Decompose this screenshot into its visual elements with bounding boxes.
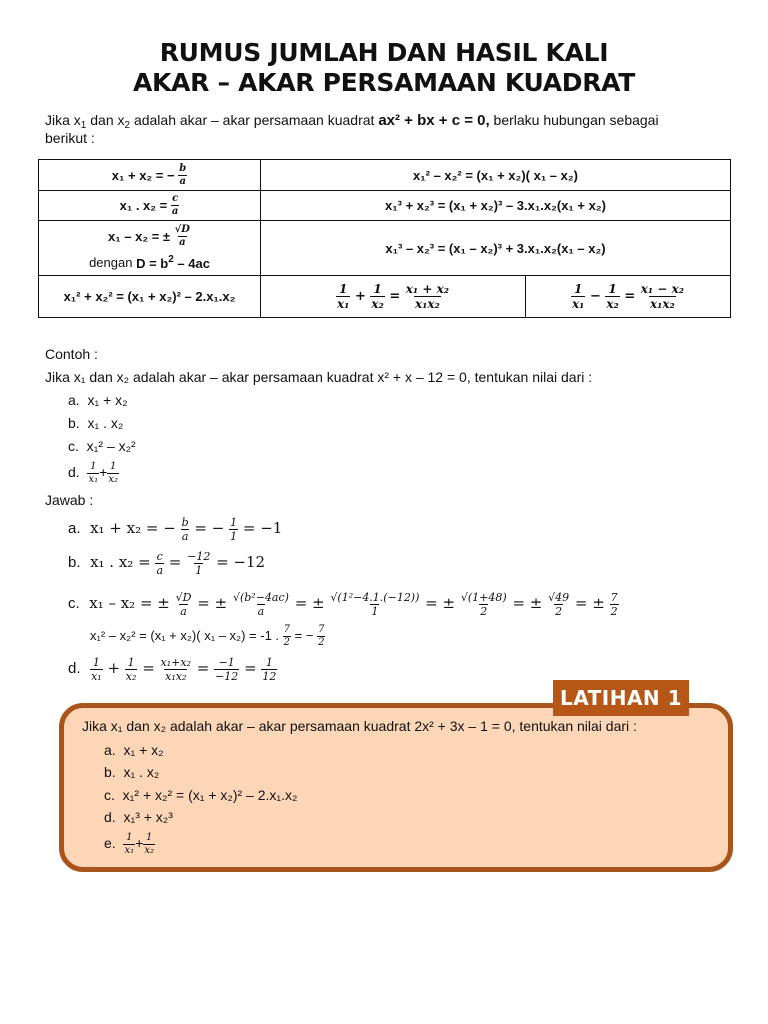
jawab-c: c. x₁ – x₂ = ± $\frac{√D}{a}$ = ± $\frac{\text{√(b²−4ac)}}{a}$ = ± $\frac{\text{√(1²−4.1.(−12))}}{1}$ = ± $\frac{√(1+48)}{2}$ = ± $\frac{√49}{2}$ = ± $\frac{7}{2}$ (68, 590, 618, 618)
latihan-item-c: c. x₁² + x₂² = (x₁ + x₂)² – 2.x₁.x₂ (104, 787, 298, 803)
latihan-question: Jika x₁ dan x₂ adalah akar – akar persamaan kuadrat 2x² + 3x – 1 = 0, tentukan nilai dari : (82, 718, 637, 734)
jawab-label: Jawab : (45, 492, 94, 508)
intro-text: Jika $x_1$ dan $x_2$ adalah akar – akar persamaan kuadrat ax² + bx + c = 0, berlaku hubungan sebagai (45, 112, 659, 131)
page-title-line2: AKAR – AKAR PERSAMAAN KUADRAT (132, 68, 636, 97)
jawab-b: b. x₁ . x₂ = $\frac{c}{a}$ = $\frac{-12}{1}$ = −12 (68, 549, 266, 577)
formula-diff-cubes: x₁³ – x₂³ = (x₁ – x₂)³ + 3.x₁.x₂(x₁ – x₂) (385, 240, 606, 256)
jawab-a: a. x₁ + x₂ = − $\frac{b}{a}$ = − $\frac{1}{1}$ = −1 (68, 515, 283, 543)
formula-reciprocal-sum: $\frac{1}{\text{x₁}}$ + $\frac{1}{\text{x₂}}$ = $\frac{\text{x₁ + x₂}}{\text{x₁x₂}}$ (337, 282, 449, 311)
formula-difference: x₁ – x₂ = ± $\frac{√D}{a}$ (108, 223, 190, 248)
latihan-item-b: b. x₁ . x₂ (104, 764, 160, 780)
jawab-c-line2: x₁² – x₂² = (x₁ + x₂)( x₁ – x₂) = -1 . $\frac{7}{2}$ = − $\frac{7}{2}$ (90, 624, 325, 649)
formula-table (38, 159, 731, 318)
latihan-tab: LATIHAN 1 (553, 680, 689, 716)
latihan-item-a: a. x₁ + x₂ (104, 742, 164, 758)
contoh-question: Jika x₁ dan x₂ adalah akar – akar persamaan kuadrat x² + x – 12 = 0, tentukan nilai dari : (45, 369, 593, 385)
page-title-line1: RUMUS JUMLAH DAN HASIL KALI (159, 38, 609, 67)
contoh-item-c: c. x₁² – x₂² (68, 438, 136, 454)
contoh-item-d: d. $\frac{1}{\text{x₁}}$ + $\frac{1}{\text{x₂}}$ (68, 460, 118, 485)
contoh-label: Contoh : (45, 346, 98, 362)
formula-sum: x₁ + x₂ = − $\frac{b}{a}$ (111, 162, 187, 187)
formula-sum-cubes: x₁³ + x₂³ = (x₁ + x₂)³ – 3.x₁.x₂(x₁ + x₂) (385, 198, 606, 213)
formula-diff-squares: x₁² – x₂² = (x₁ + x₂)( x₁ – x₂) (413, 167, 578, 183)
latihan-item-d: d. x₁³ + x₂³ (104, 809, 173, 825)
formula-sum-squares: x₁² + x₂² = (x₁ + x₂)² – 2.x₁.x₂ (63, 289, 236, 304)
formula-reciprocal-diff: $\frac{1}{\text{x₁}}$ − $\frac{1}{\text{x₂}}$ = $\frac{\text{x₁ − x₂}}{\text{x₁x₂}}$ (572, 282, 684, 311)
latihan-item-e: e. $\frac{1}{\text{x₁}}$ + $\frac{1}{\text{x₂}}$ (104, 831, 154, 856)
general-equation: ax² + bx + c = 0, (378, 112, 490, 129)
intro-text-line2: berikut : (45, 130, 95, 146)
formula-product: x₁ . x₂ = $\frac{c}{a}$ (119, 193, 179, 217)
contoh-item-b: b. x₁ . x₂ (68, 415, 124, 431)
discriminant-note: dengan $D = b^2 - 4ac$ (89, 253, 210, 271)
contoh-item-a: a. x₁ + x₂ (68, 392, 128, 408)
jawab-d: d. $\frac{1}{\text{x₁}}$ + $\frac{1}{\text{x₂}}$ = $\frac{\text{x₁+x₂}}{\text{x₁x₂}}$ = $\frac{-1}{-12}$ = $\frac{1}{12}$ (68, 655, 277, 683)
